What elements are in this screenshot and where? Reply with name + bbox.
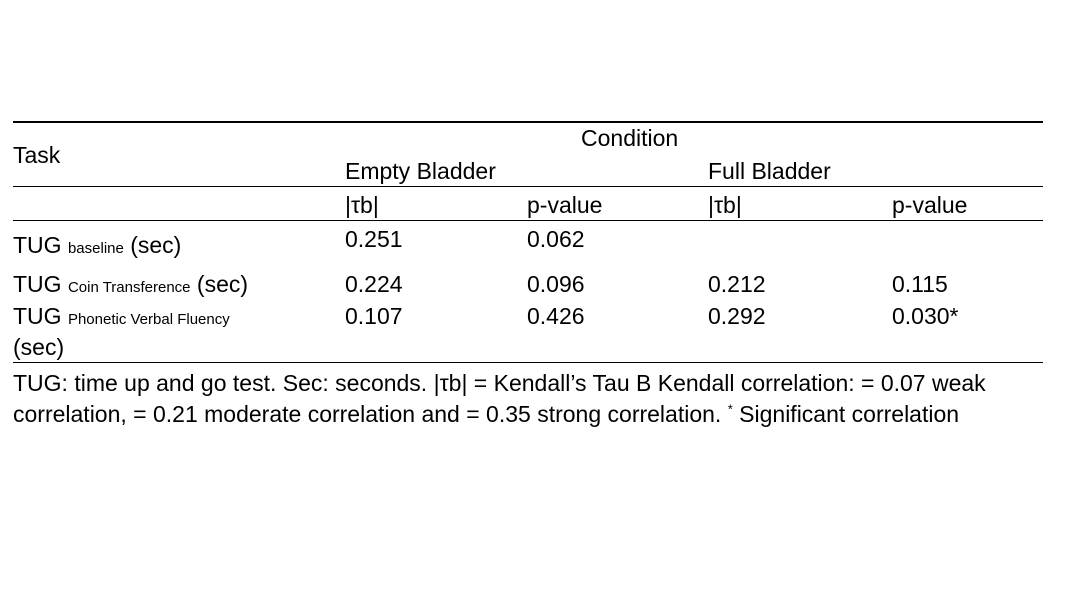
task-name: TUG <box>13 232 62 258</box>
table-cell: 0.251 <box>345 226 403 252</box>
table-cell: 0.426 <box>527 303 585 329</box>
task-unit: (sec) <box>130 232 182 258</box>
table-cell: 0.062 <box>527 226 585 252</box>
task-unit: (sec) <box>13 334 65 360</box>
header-rule <box>13 220 1043 221</box>
group-header-empty-bladder: Empty Bladder <box>345 158 496 184</box>
column-header-p-empty: p-value <box>527 192 603 218</box>
row-task-label <box>13 232 181 262</box>
condition-header: Condition <box>581 125 679 151</box>
table-cell: 0.030* <box>892 303 959 329</box>
task-unit: (sec) <box>196 271 249 297</box>
table-cell: 0.107 <box>345 303 403 329</box>
row-task-label <box>13 271 248 301</box>
bottom-rule <box>13 362 1043 363</box>
column-header-tau-full: |τb| <box>708 192 742 218</box>
task-subscript: baseline <box>67 240 124 257</box>
table-cell: 0.292 <box>708 303 766 329</box>
column-header-tau-empty: |τb| <box>345 192 379 218</box>
table-footnote <box>13 368 1048 430</box>
table-cell: 0.115 <box>892 271 948 297</box>
task-subscript: Phonetic Verbal Fluency <box>67 311 230 328</box>
row-task-label <box>13 303 230 333</box>
footnote-text: TUG: time up and go test. Sec: seconds. |τb| = Kendall’s Tau B Kendall correlation: = 0.07 weak correlation, = 0.21 moderate correlation and = 0.35 strong correlation. <box>13 370 986 427</box>
top-rule <box>13 121 1043 123</box>
table-cell: 0.224 <box>345 271 403 297</box>
task-name: TUG <box>13 303 62 329</box>
group-header-full-bladder: Full Bladder <box>708 158 831 184</box>
task-name: TUG <box>13 271 62 297</box>
task-subscript: Coin Transference <box>67 279 191 296</box>
column-header-p-full: p-value <box>892 192 968 218</box>
table-cell: 0.212 <box>708 271 766 297</box>
table-cell: 0.096 <box>527 271 585 297</box>
footnote-tail: Significant correlation <box>739 401 960 427</box>
task-header: Task <box>13 142 61 168</box>
group-rule <box>13 186 1043 187</box>
footnote-marker: * <box>727 401 733 417</box>
